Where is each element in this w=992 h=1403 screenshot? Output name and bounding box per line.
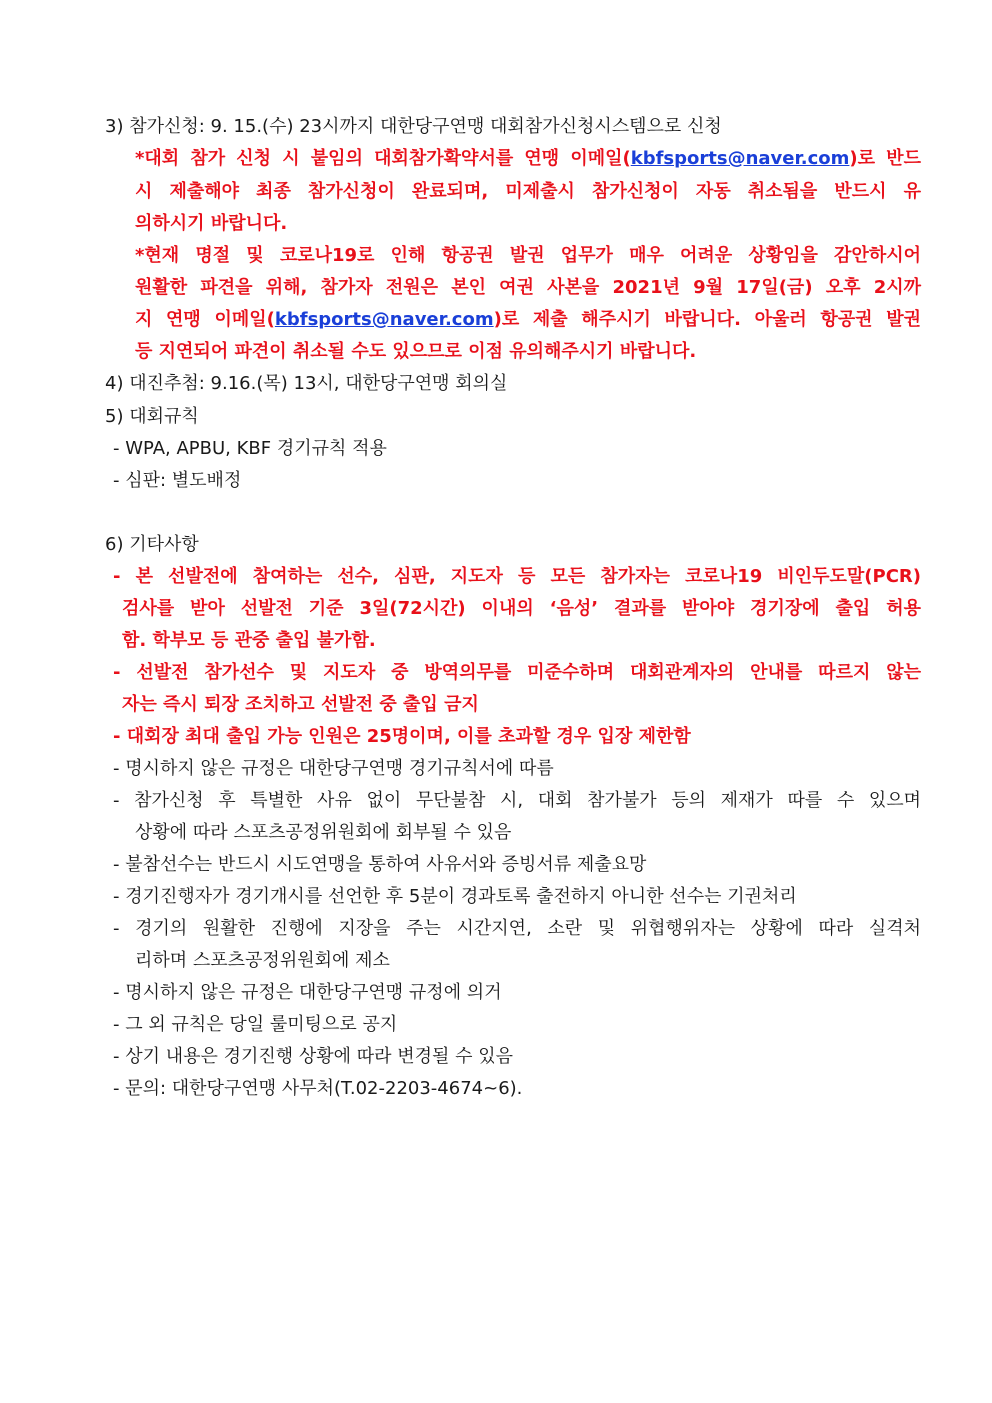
email-link[interactable]: kbfsports@naver.com <box>274 309 494 330</box>
rule-item: - 심판: 별도배정 <box>113 470 242 491</box>
rule-item: - WPA, APBU, KBF 경기규칙 적용 <box>113 438 387 459</box>
misc-item: - 불참선수는 반드시 시도연맹을 통하여 사유서와 증빙서류 제출요망 <box>113 854 647 875</box>
email-link[interactable]: kbfsports@naver.com <box>630 148 850 169</box>
note1-line3: 의하시기 바랍니다. <box>135 213 288 234</box>
note2-text-tail: )로 제출 해주시기 바랍니다. 아울러 항공권 발권 <box>493 309 921 330</box>
misc-item-continued: 상황에 따라 스포츠공정위원회에 회부될 수 있음 <box>135 822 512 843</box>
misc-item: - 참가신청 후 특별한 사유 없이 무단불참 시, 대회 참가불가 등의 제재가 따를 수 있으며 <box>113 790 921 811</box>
misc-item: - 명시하지 않은 규정은 대한당구연맹 규정에 의거 <box>113 982 502 1003</box>
note2-line2: 원활한 파견을 위해, 참가자 전원은 본인 여권 사본을 2021년 9월 17일(금) 오후 2시까 <box>135 277 921 298</box>
section-4-heading: 4) 대진추첨: 9.16.(목) 13시, 대한당구연맹 회의실 <box>105 373 508 394</box>
red-item-1-line1: - 본 선발전에 참여하는 선수, 심판, 지도자 등 모든 참가자는 코로나19 비인두도말(PCR) <box>113 566 921 587</box>
red-item-1-line3: 함. 학부모 등 관중 출입 불가함. <box>122 630 376 651</box>
misc-item: - 그 외 규칙은 당일 룰미팅으로 공지 <box>113 1014 398 1035</box>
note1-line1 <box>135 147 921 171</box>
note2-line1: *현재 명절 및 코로나19로 인해 항공권 발권 업무가 매우 어려운 상황임을 감안하시어 <box>135 245 921 266</box>
contact-item: - 문의: 대한당구연맹 사무처(T.02-2203-4674~6). <box>113 1078 523 1099</box>
misc-item: - 경기진행자가 경기개시를 선언한 후 5분이 경과토록 출전하지 아니한 선수는 기권처리 <box>113 886 797 907</box>
section-6-heading: 6) 기타사항 <box>105 534 199 555</box>
section-5-heading: 5) 대회규칙 <box>105 406 199 427</box>
note1-text: *대회 참가 신청 시 붙임의 대회참가확약서를 연맹 이메일( <box>135 148 631 169</box>
red-item-3: - 대회장 최대 출입 가능 인원은 25명이며, 이를 초과할 경우 입장 제한함 <box>113 726 691 747</box>
misc-item-continued: 리하며 스포츠공정위원회에 제소 <box>135 950 390 971</box>
red-item-2-line2: 자는 즉시 퇴장 조치하고 선발전 중 출입 금지 <box>122 694 479 715</box>
note1-line2: 시 제출해야 최종 참가신청이 완료되며, 미제출시 참가신청이 자동 취소됨을 반드시 유 <box>135 181 921 202</box>
misc-item: - 명시하지 않은 규정은 대한당구연맹 경기규칙서에 따름 <box>113 758 554 779</box>
note2-text: 지 연맹 이메일( <box>135 309 275 330</box>
note1-text-tail: )로 반드 <box>849 148 921 169</box>
red-item-2-line1: - 선발전 참가선수 및 지도자 중 방역의무를 미준수하며 대회관계자의 안내를 따르지 않는 <box>113 662 921 683</box>
note2-line4: 등 지연되어 파견이 취소될 수도 있으므로 이점 유의해주시기 바랍니다. <box>135 341 697 362</box>
misc-item: - 상기 내용은 경기진행 상황에 따라 변경될 수 있음 <box>113 1046 514 1067</box>
section-3-heading: 3) 참가신청: 9. 15.(수) 23시까지 대한당구연맹 대회참가신청시스템으로 신청 <box>105 116 722 137</box>
red-item-1-line2: 검사를 받아 선발전 기준 3일(72시간) 이내의 ‘음성’ 결과를 받아야 경기장에 출입 허용 <box>122 598 921 619</box>
note2-line3 <box>135 308 921 332</box>
misc-item: - 경기의 원활한 진행에 지장을 주는 시간지연, 소란 및 위협행위자는 상황에 따라 실격처 <box>113 918 921 939</box>
